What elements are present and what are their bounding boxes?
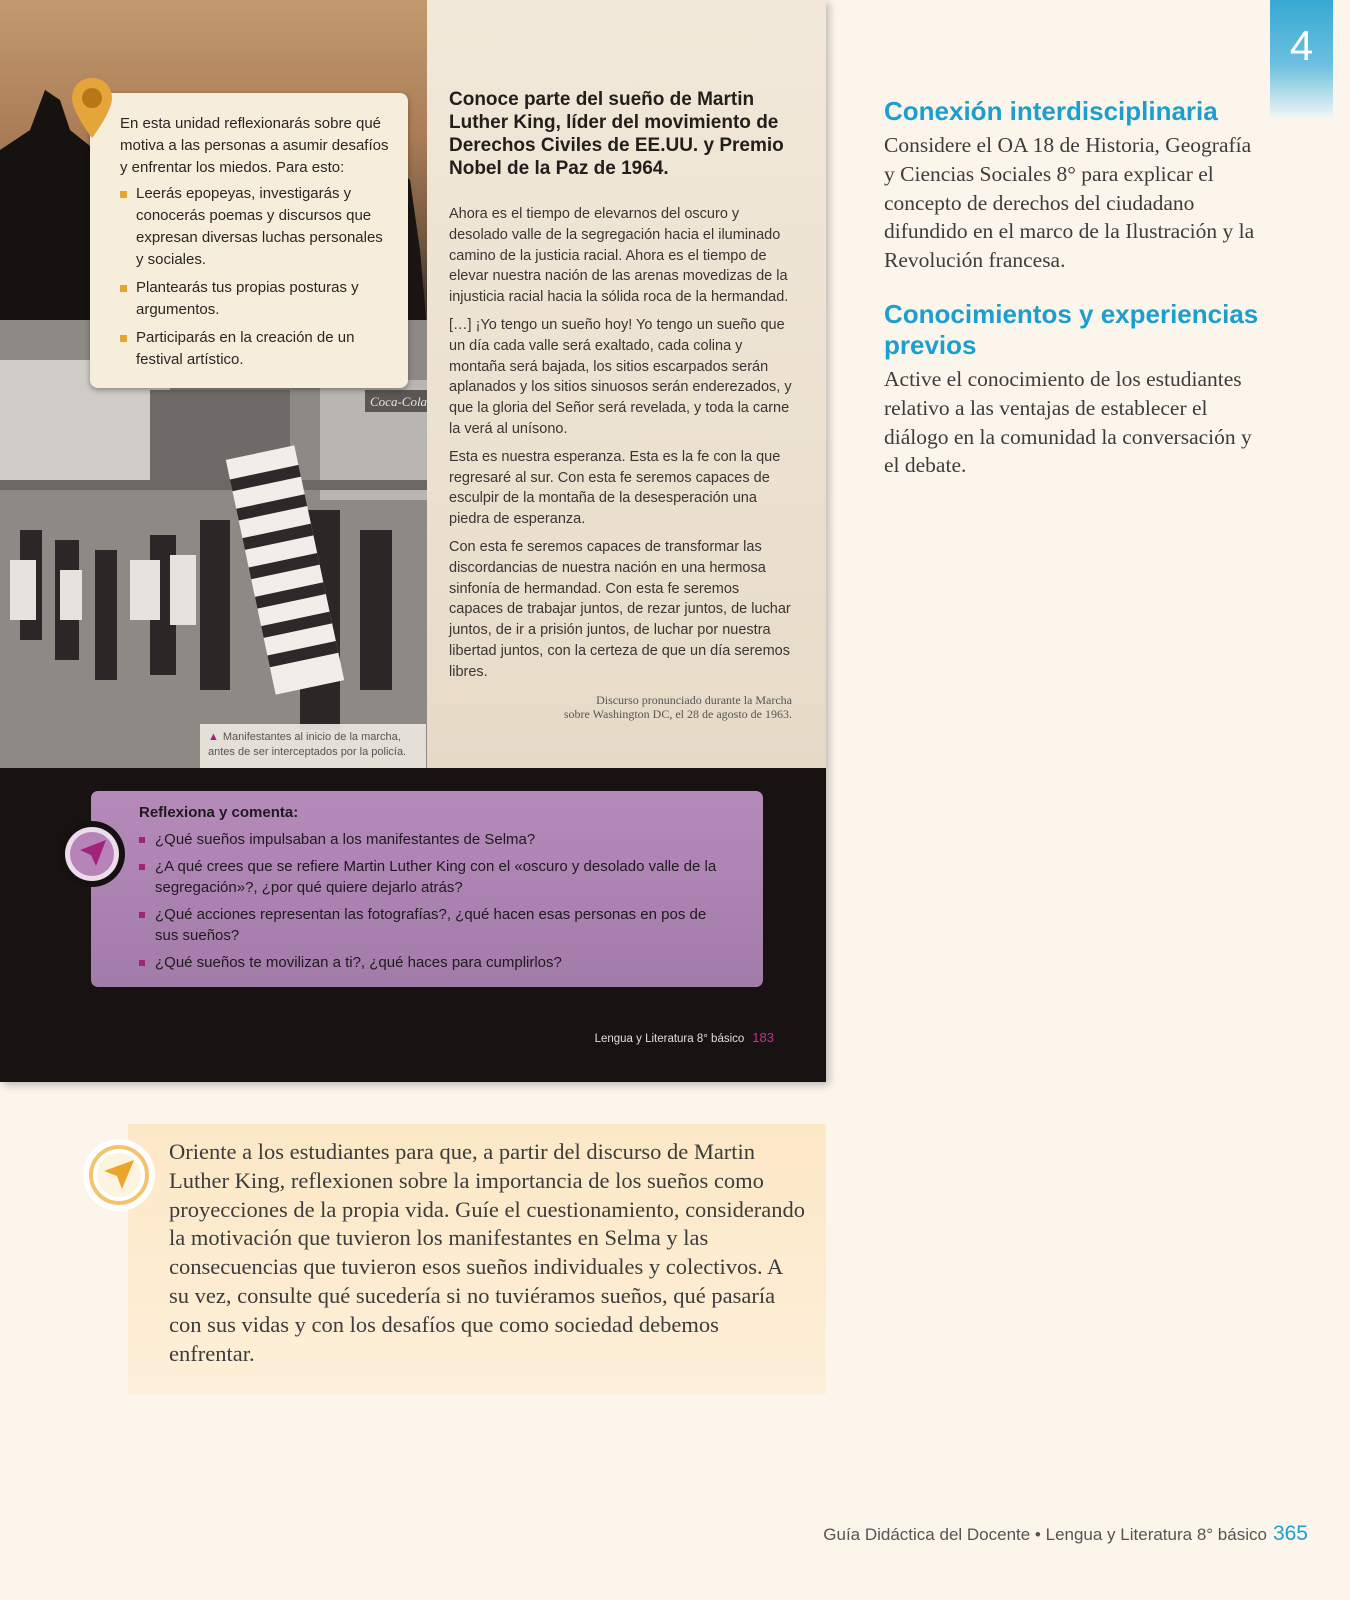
speech-source [449, 693, 792, 721]
reflect-question [139, 904, 733, 947]
bullet-icon [139, 960, 145, 966]
bullet-icon [120, 335, 127, 342]
guide-page-number: 365 [1272, 1522, 1308, 1545]
speech-paragraph: Esta es nuestra esperanza. Esta es la fe con la que regresaré al sur. Con esta fe seremos capaces de esculpir de la montaña de la desesperación una piedra de esperanza. [449, 448, 781, 528]
compass-icon [82, 1138, 156, 1212]
speech-panel [427, 0, 826, 768]
compass-icon [58, 820, 126, 888]
goal-item [120, 277, 394, 321]
coca-cola-sign: Coca-Cola [370, 394, 427, 409]
goals-list [120, 183, 394, 371]
reflect-section [0, 768, 826, 1082]
student-footer-label: Lengua y Literatura 8° básico [594, 1033, 745, 1045]
question-text: ¿Qué sueños te movilizan a ti?, ¿qué haces para cumplirlos? [155, 953, 562, 971]
question-text: ¿Qué acciones representan las fotografías?, ¿qué hacen esas personas en pos de sus sueños? [155, 905, 707, 944]
unit-goals-card [90, 93, 408, 388]
guidance-text: Oriente a los estudiantes para que, a partir del discurso de Martin Luther King, reflexionen sobre la importancia de los sueños como proyecciones de la propia vida. Guíe el cuestionamiento, considerando la motivación que tuvieron los manifestantes en Selma y las consecuencias que tuvieron esos sueños individuales y colectivos. A su vez, consulte qué sucedería si no tuviéramos sueños, qué pasaría con sus vidas y con los desafíos que como sociedad debemos enfrentar. [169, 1139, 806, 1366]
guide-footer-label: Guía Didáctica del Docente • Lengua y Literatura 8° básico [823, 1525, 1267, 1544]
note-interdisciplinary [884, 96, 1264, 275]
photo-caption [200, 724, 426, 768]
note-heading: Conexión interdisciplinaria [884, 96, 1218, 126]
note-prior-knowledge [884, 299, 1264, 480]
goal-item [120, 327, 394, 371]
goal-text: Leerás epopeyas, investigarás y conocerás poemas y discursos que expresan diversas luchas personales y sociales. [136, 185, 383, 268]
goals-intro: En esta unidad reflexionarás sobre qué motiva a las personas a asumir desafíos y enfrentar los miedos. Para esto: [120, 115, 389, 176]
sidebar-notes [884, 96, 1264, 480]
photo-caption-text: Manifestantes al inicio de la marcha, antes de ser interceptados por la policía. [208, 731, 407, 758]
reflect-questions [139, 829, 733, 973]
speech-source-line: Discurso pronunciado durante la Marcha [596, 692, 792, 707]
goal-item [120, 183, 394, 271]
goal-text: Participarás en la creación de un festival artístico. [136, 329, 355, 368]
question-text: ¿A qué crees que se refiere Martin Luther King con el «oscuro y desolado valle de la segregación»?, ¿por qué quiere dejarlo atrás? [155, 857, 717, 896]
reflect-question [139, 829, 733, 851]
speech-paragraph: Ahora es el tiempo de elevarnos del oscuro y desolado valle de la segregación hacia el iluminado camino de la justicia racial. Ahora es el tiempo de elevar nuestra nación de las arenas movedizas de la injusticia racial hacia la sólida roca de la hermandad. [449, 206, 789, 306]
speech-source-line: sobre Washington DC, el 28 de agosto de 1963. [563, 706, 792, 721]
student-page [0, 0, 826, 1082]
question-text: ¿Qué sueños impulsaban a los manifestantes de Selma? [155, 831, 536, 848]
bullet-icon [120, 285, 127, 292]
bullet-icon [139, 837, 145, 843]
note-text: Active el conocimiento de los estudiantes relativo a las ventajas de establecer el diálogo en la comunidad la conversación y el debate. [884, 366, 1252, 478]
reflect-box [91, 791, 763, 987]
guide-footer [823, 1522, 1308, 1546]
guidance-box [128, 1124, 826, 1394]
speech-paragraph: […] ¡Yo tengo un sueño hoy! Yo tengo un sueño que un día cada valle será exaltado, cada colina y montaña será bajada, los sitios escarpados serán aplanados y los sitios sinuosos serán enderezados, y que la gloria del Señor será revelada, y toda la carne la verá al unísono. [449, 316, 792, 437]
note-heading: Conocimientos y experiencias previos [884, 298, 1259, 360]
bullet-icon [139, 912, 145, 918]
reflect-question [139, 952, 733, 974]
bullet-icon [120, 191, 127, 198]
location-pin-icon [70, 76, 114, 142]
goal-text: Plantearás tus propias posturas y argumentos. [136, 279, 359, 318]
note-text: Considere el OA 18 de Historia, Geografía y Ciencias Sociales 8° para explicar el concepto de derechos del ciudadano difundido en el marco de la Ilustración y la Revolución francesa. [884, 133, 1255, 273]
bullet-icon [139, 864, 145, 870]
chapter-tab: 4 [1270, 0, 1333, 118]
reflect-title: Reflexiona y comenta: [139, 804, 299, 821]
speech-body [449, 204, 792, 683]
student-page-number: 183 [752, 1030, 774, 1045]
student-page-footer [595, 1030, 774, 1045]
reflect-question [139, 856, 733, 899]
speech-paragraph: Con esta fe seremos capaces de transformar las discordancias de nuestra nación en una hermosa sinfonía de hermandad. Con esta fe seremos capaces de trabajar juntos, de rezar juntos, de luchar juntos, de ir a prisión juntos, de luchar por nuestra libertad juntos, con la certeza de que un día seremos libres. [449, 538, 791, 680]
speech-heading: Conoce parte del sueño de Martin Luther King, líder del movimiento de Derechos Civiles de EE.UU. y Premio Nobel de la Paz de 1964. [449, 89, 784, 179]
caption-marker-icon: ▲ [208, 731, 219, 743]
